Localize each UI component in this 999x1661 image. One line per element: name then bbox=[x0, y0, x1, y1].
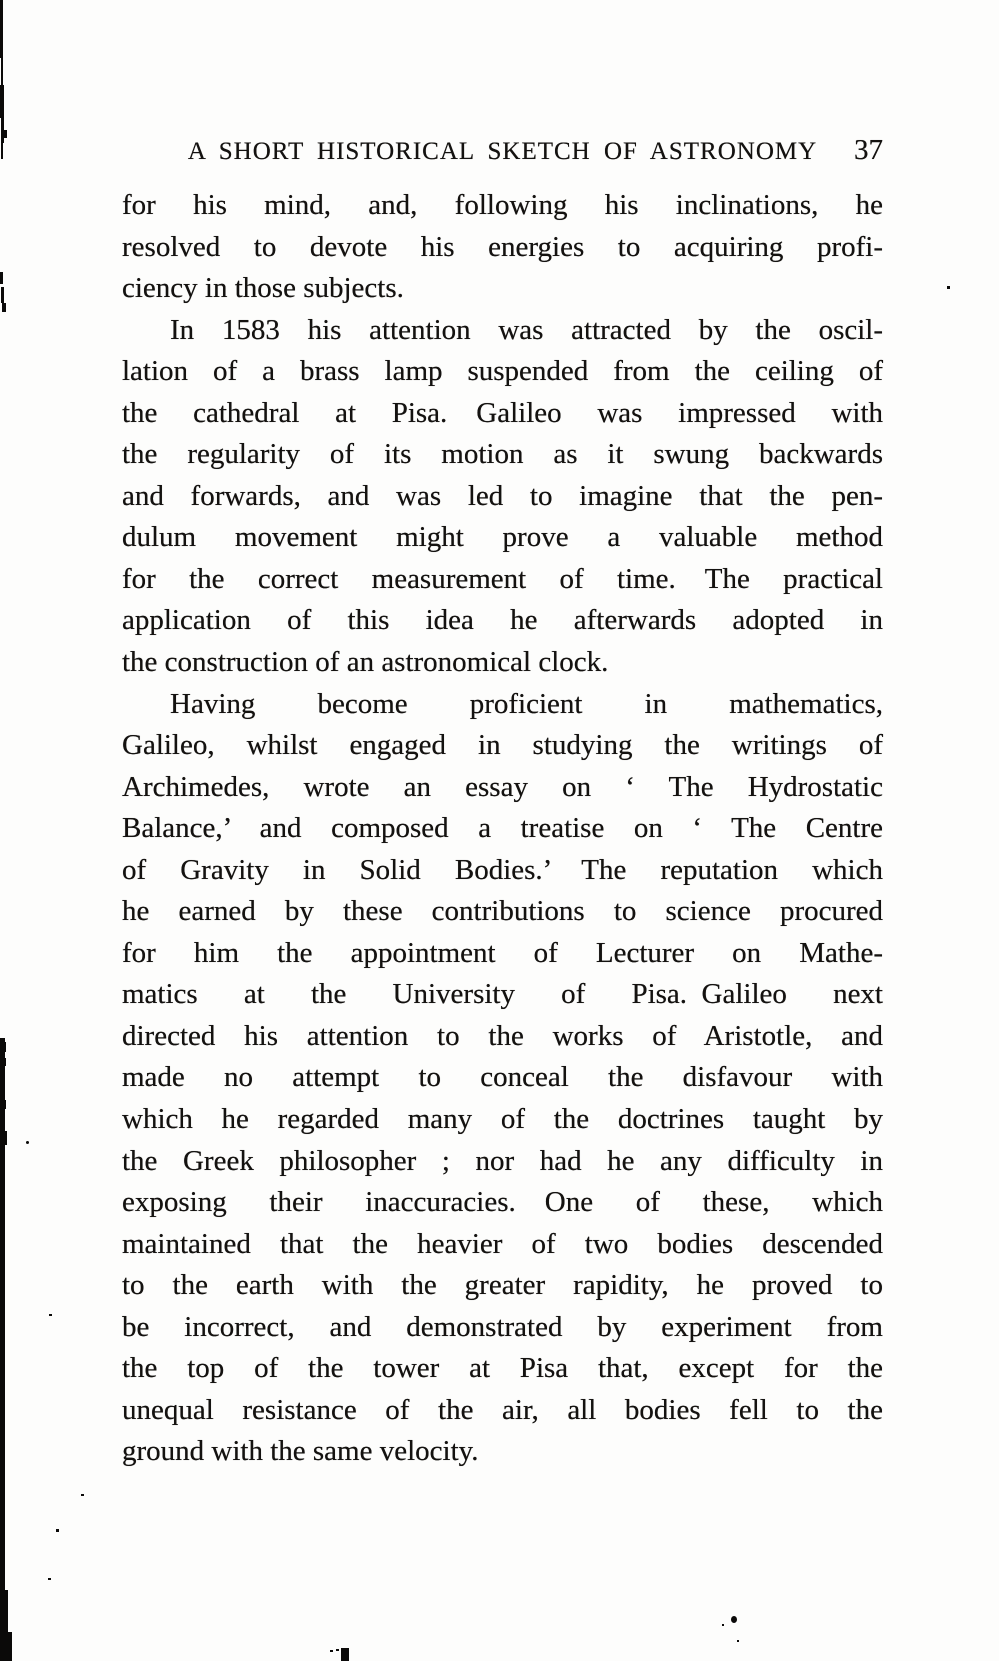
page-number: 37 bbox=[854, 134, 883, 166]
text-line: the top of the tower at Pisa that, except for the bbox=[122, 1352, 883, 1385]
text-line: for him the appointment of Lecturer on Mathe- bbox=[122, 936, 883, 969]
text-line: In 1583 his attention was attracted by the oscil- bbox=[170, 313, 883, 346]
body-text bbox=[122, 185, 883, 1473]
binding-edge-mark bbox=[0, 0, 3, 58]
signature-mark bbox=[341, 1648, 349, 1661]
binding-edge-mark bbox=[1, 287, 4, 303]
ink-speck bbox=[49, 1314, 52, 1316]
text-line: Galileo, whilst engaged in studying the writings of bbox=[122, 729, 883, 762]
ink-speck bbox=[336, 1649, 339, 1651]
binding-edge-mark bbox=[4, 1058, 6, 1066]
binding-edge-mark bbox=[0, 272, 3, 284]
binding-edge-mark bbox=[2, 303, 6, 312]
text-line: and forwards, and was led to imagine that the pen- bbox=[122, 479, 883, 512]
ink-speck bbox=[56, 1529, 59, 1532]
ink-speck bbox=[722, 1624, 724, 1626]
text-line: Archimedes, wrote an essay on ‘ The Hydrostatic bbox=[122, 770, 883, 803]
text-line: ground with the same velocity. bbox=[122, 1435, 479, 1468]
binding-edge-mark bbox=[4, 1042, 6, 1052]
text-line: the construction of an astronomical clock. bbox=[122, 646, 609, 679]
ink-speck bbox=[737, 1640, 739, 1642]
text-line: be incorrect, and demonstrated by experiment from bbox=[122, 1310, 883, 1343]
running-title: A SHORT HISTORICAL SKETCH OF ASTRONOMY bbox=[187, 138, 818, 165]
text-line: unequal resistance of the air, all bodies fell to the bbox=[122, 1393, 883, 1426]
text-line: the cathedral at Pisa. Galileo was impressed with bbox=[122, 396, 883, 429]
text-line: directed his attention to the works of Aristotle, and bbox=[122, 1019, 883, 1052]
text-line: ciency in those subjects. bbox=[122, 272, 404, 305]
ink-speck bbox=[330, 1650, 333, 1652]
text-line: application of this idea he afterwards adopted in bbox=[122, 604, 883, 637]
binding-edge-mark bbox=[4, 1100, 6, 1109]
ink-speck bbox=[81, 1494, 84, 1496]
text-line: exposing their inaccuracies. One of these, which bbox=[122, 1186, 883, 1219]
text-line: maintained that the heavier of two bodies descended bbox=[122, 1227, 883, 1260]
binding-edge-mark bbox=[1, 143, 3, 159]
binding-edge-mark bbox=[0, 1632, 12, 1661]
text-line: to the earth with the greater rapidity, he proved to bbox=[122, 1269, 883, 1302]
page-header bbox=[122, 136, 883, 166]
text-line: which he regarded many of the doctrines taught by bbox=[122, 1103, 883, 1136]
text-line: resolved to devote his energies to acquiring profi- bbox=[122, 230, 883, 263]
binding-edge-mark bbox=[4, 1131, 7, 1145]
text-line: made no attempt to conceal the disfavour with bbox=[122, 1061, 883, 1094]
text-line: for his mind, and, following his inclinations, he bbox=[122, 189, 883, 221]
text-line: matics at the University of Pisa. Galileo next bbox=[122, 978, 883, 1011]
text-line: the Greek philosopher ; nor had he any difficulty in bbox=[122, 1144, 883, 1177]
ink-speck bbox=[48, 1578, 51, 1580]
text-line: Balance,’ and composed a treatise on ‘ The Centre bbox=[122, 812, 883, 845]
text-line: for the correct measurement of time. The practical bbox=[122, 562, 883, 595]
ink-speck bbox=[26, 1141, 29, 1144]
text-line: lation of a brass lamp suspended from the ceiling of bbox=[122, 355, 883, 388]
binding-edge-mark bbox=[0, 85, 4, 118]
ink-speck bbox=[947, 286, 950, 289]
ink-dot bbox=[731, 1616, 737, 1623]
ink-speck bbox=[4, 130, 7, 138]
binding-edge-mark bbox=[1, 55, 3, 85]
text-line: dulum movement might prove a valuable method bbox=[122, 521, 883, 554]
text-line: Having become proficient in mathematics, bbox=[170, 687, 883, 720]
text-line: of Gravity in Solid Bodies.’ The reputation which bbox=[122, 853, 883, 886]
text-line: the regularity of its motion as it swung backwards bbox=[122, 438, 883, 471]
text-line: he earned by these contributions to science procured bbox=[122, 895, 883, 928]
